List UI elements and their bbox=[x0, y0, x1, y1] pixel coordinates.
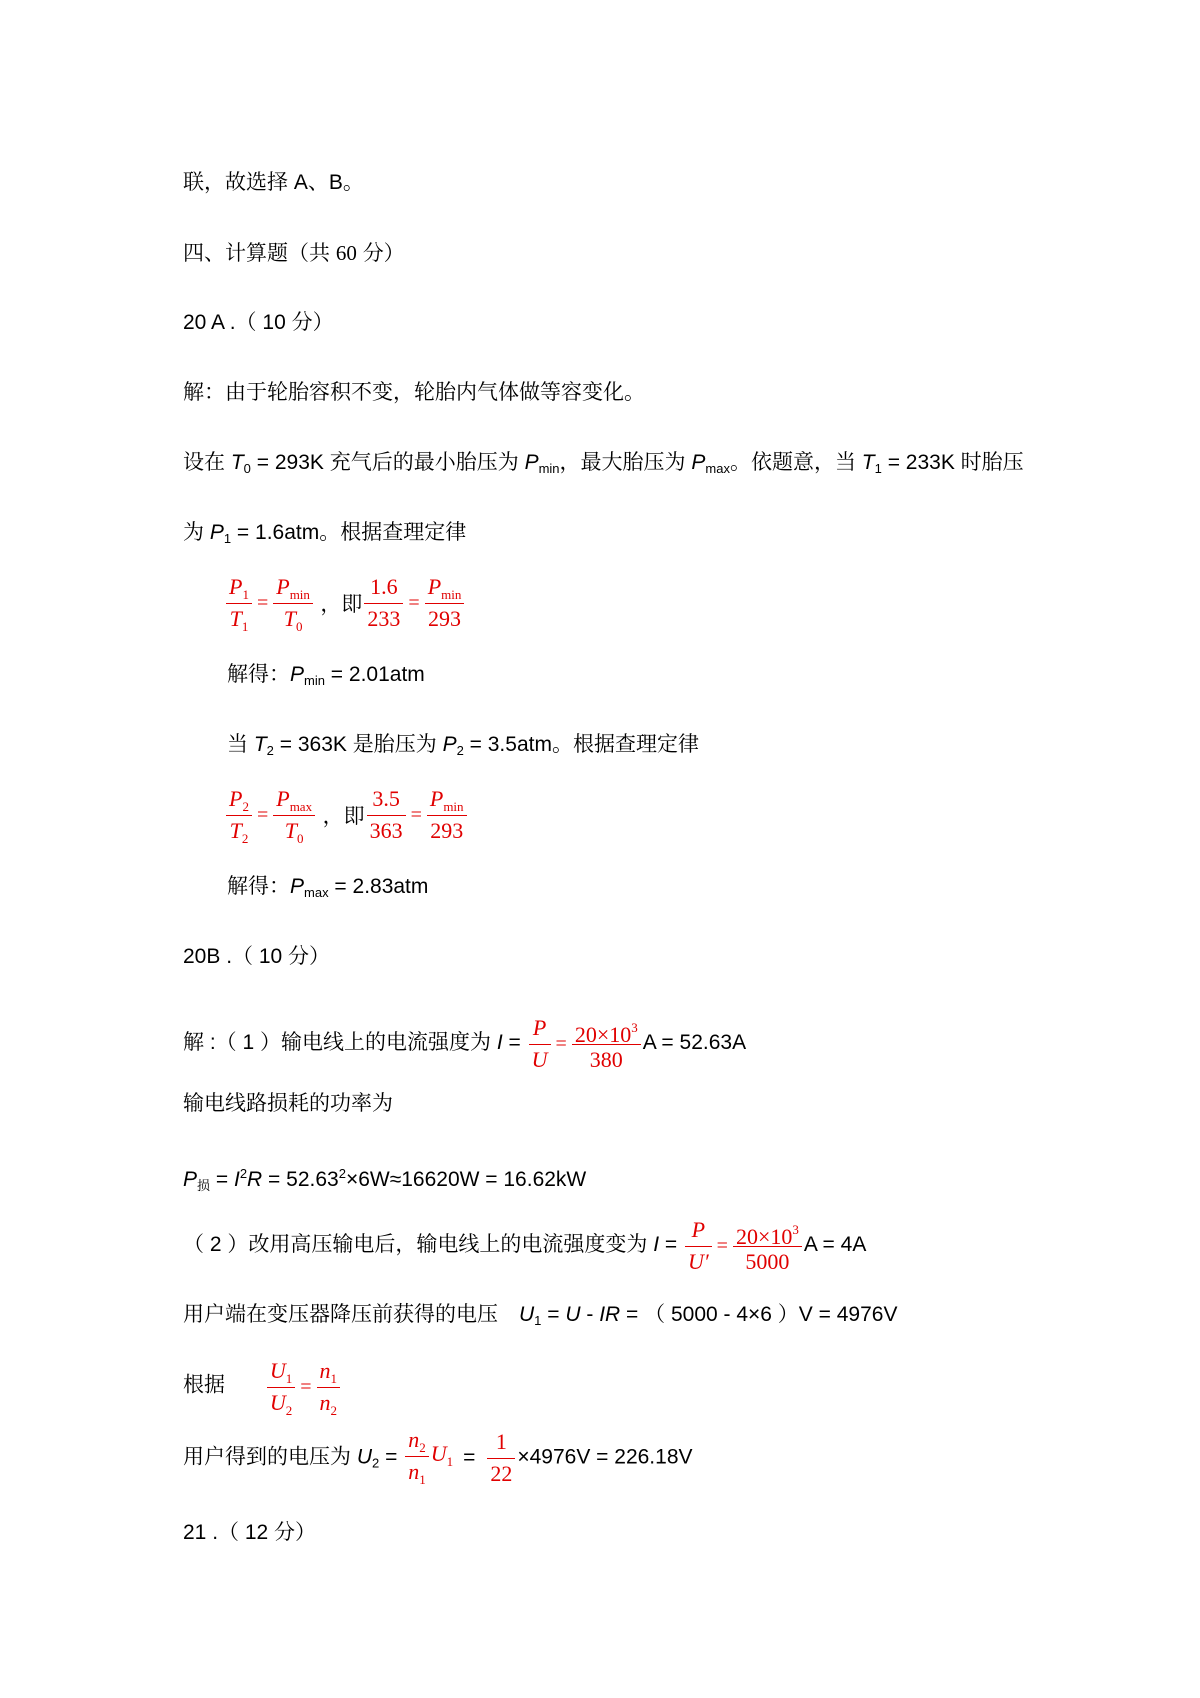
section-heading-calculation: 四、计算题（共 60 分） bbox=[183, 241, 405, 265]
question-heading-20b: 20B .（ 10 分） bbox=[183, 945, 331, 968]
text-line-loss-power: $P_损 = I^2R = 52.63^2\times 6W\approx 16620W = 16.62kW$ bbox=[183, 1166, 587, 1193]
text-line-loss-label: 输电线路损耗的功率为 bbox=[183, 1092, 393, 1115]
text-line-conclusion: 联，故选择 A、B。 bbox=[183, 171, 364, 194]
text-line-primary-voltage: 用户端在变压器降压前获得的电压 $U_1 = U$ - IR = （ 5000 - 4×6 ）V = 4976V bbox=[183, 1303, 898, 1328]
text-line-solution-intro: 解：由于轮胎容积不变，轮胎内气体做等容变化。 bbox=[183, 381, 645, 404]
question-heading-21: 21 .（ 12 分） bbox=[183, 1521, 317, 1544]
text-line-current: 解 :（ 1 ）输电线上的电流强度为 I = $\frac{P}{U}$ = $\frac{20\times 10^3}{380}$ A = 52.63A bbox=[183, 1014, 747, 1072]
text-line-t2-condition: 当 $T_2 = 363K$ 是胎压为 $P_2 = 3.5atm$。根据查理定律 bbox=[227, 733, 699, 758]
equation-charles-min: $\frac{P_1}{T_1}$ = $\frac{P_{min}}{T_0}$ ，即 $\frac{1.6}{233}$ = $\frac{P_{min}}{293}$ bbox=[224, 572, 466, 634]
text-line-turns-ratio: 根据 $\frac{U_1}{U_2}$ = $\frac{n_1}{n_2}$ bbox=[183, 1352, 342, 1418]
text-line-charles-law: 为 $P_1 = 1.6atm$。根据查理定律 bbox=[183, 521, 467, 546]
text-line-user-voltage: 用户得到的电压为 $U_2$ = $\frac{n_2}{n_1}$ $U_1$ = $\frac{1}{22}$ ×4976V = 226.18V bbox=[183, 1426, 693, 1487]
text-line-result-pmax: 解得：$P_{max} = 2.83atm$ bbox=[227, 875, 429, 900]
text-line-high-voltage: （ 2 ）改用高压输电后，输电线上的电流强度变为 I = $\frac{P}{U'}$ = $\frac{20\times 10^3}{5000}$ A = 4A bbox=[183, 1216, 867, 1274]
text-line-result-pmin: 解得：$P_{min} = 2.01atm$ bbox=[227, 663, 425, 688]
equation-charles-max: $\frac{P_2}{T_2}$ = $\frac{P_{max}}{T_0}$ ，即 $\frac{3.5}{363}$ = $\frac{P_{min}}{293}$ bbox=[224, 784, 469, 846]
text-line-setup: 设在 $T_0 = 293K$ 充气后的最小胎压为 $P_{min}$，最大胎压为 $P_{max}$。依题意，当 $T_1 = 233K$ 时胎压 bbox=[183, 451, 1024, 476]
question-heading-20a: 20 A .（ 10 分） bbox=[183, 311, 334, 334]
